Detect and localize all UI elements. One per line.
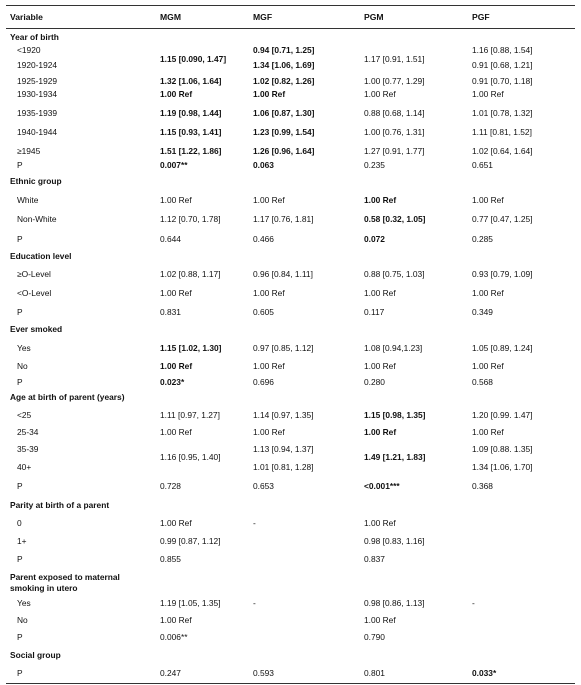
cell-mgf: 1.02 [0.82, 1.26] — [253, 76, 315, 86]
cell-mgm: 0.831 — [160, 307, 181, 317]
section-parent-exposed-line2: smoking in utero — [10, 583, 78, 593]
cell-pgm: 1.49 [1.21, 1.83] — [364, 452, 426, 462]
row-label: 1935-1939 — [17, 108, 58, 118]
cell-mgm: 1.51 [1.22, 1.86] — [160, 146, 222, 156]
table-bottom-rule — [6, 683, 575, 684]
row-label: 1920-1924 — [17, 60, 58, 70]
cell-pgf: 1.01 [0.78, 1.32] — [472, 108, 533, 118]
cell-pgf: 0.91 [0.68, 1.21] — [472, 60, 533, 70]
cell-mgm: 0.247 — [160, 668, 181, 678]
cell-pgm: 1.00 [0.76, 1.31] — [364, 127, 425, 137]
row-label: White — [17, 195, 39, 205]
row-label: 1925-1929 — [17, 76, 58, 86]
cell-pgm: 1.00 Ref — [364, 615, 396, 625]
cell-mgf: 1.14 [0.97, 1.35] — [253, 410, 314, 420]
cell-pgm: 0.117 — [364, 307, 385, 317]
cell-mgf: 1.01 [0.81, 1.28] — [253, 462, 314, 472]
cell-pgf: 0.91 [0.70, 1.18] — [472, 76, 533, 86]
cell-mgm: 1.19 [1.05, 1.35] — [160, 598, 221, 608]
cell-pgm: 0.235 — [364, 160, 385, 170]
cell-pgm: 1.00 [0.77, 1.29] — [364, 76, 425, 86]
cell-pgf: 0.651 — [472, 160, 493, 170]
cell-mgf: 1.00 Ref — [253, 195, 285, 205]
cell-pgf: 1.20 [0.99. 1.47] — [472, 410, 533, 420]
cell-pgm: 1.00 Ref — [364, 427, 397, 437]
section-parent-exposed: Parent exposed to maternal — [10, 572, 120, 582]
cell-pgm: 1.00 Ref — [364, 89, 396, 99]
cell-mgf: 0.653 — [253, 481, 274, 491]
cell-pgm: 1.00 Ref — [364, 518, 396, 528]
row-label: No — [17, 615, 28, 625]
row-label: P — [17, 554, 23, 564]
row-label: P — [17, 377, 23, 387]
cell-mgm: 0.007** — [160, 160, 188, 170]
row-label: 1930-1934 — [17, 89, 58, 99]
cell-pgm: 1.08 [0.94,1.23] — [364, 343, 423, 353]
row-label: 0 — [17, 518, 22, 528]
cell-pgf: 0.368 — [472, 481, 493, 491]
cell-pgf: 1.02 [0.64, 1.64] — [472, 146, 533, 156]
header-pgm: PGM — [364, 12, 384, 22]
cell-pgm: <0.001*** — [364, 481, 400, 491]
cell-mgm: 1.12 [0.70, 1.78] — [160, 214, 221, 224]
cell-pgm: 1.00 Ref — [364, 195, 397, 205]
cell-mgf: 0.696 — [253, 377, 274, 387]
cell-mgf: 0.97 [0.85, 1.12] — [253, 343, 314, 353]
cell-pgf: 0.349 — [472, 307, 493, 317]
cell-mgf: 1.00 Ref — [253, 361, 285, 371]
cell-mgm: 0.728 — [160, 481, 181, 491]
cell-mgm: 1.00 Ref — [160, 518, 192, 528]
cell-mgf: 0.605 — [253, 307, 274, 317]
cell-pgf: 0.568 — [472, 377, 493, 387]
cell-mgm: 1.15 [0.93, 1.41] — [160, 127, 222, 137]
cell-pgm: 0.98 [0.83, 1.16] — [364, 536, 425, 546]
table-top-rule — [6, 5, 575, 6]
cell-mgf: 0.466 — [253, 234, 274, 244]
row-label: 1940-1944 — [17, 127, 58, 137]
cell-mgf: 1.34 [1.06, 1.69] — [253, 60, 315, 70]
row-label: <O-Level — [17, 288, 52, 298]
cell-mgm: 0.855 — [160, 554, 181, 564]
row-label: ≥1945 — [17, 146, 41, 156]
cell-mgm: 1.15 [1.02, 1.30] — [160, 343, 222, 353]
cell-pgf: 1.34 [1.06, 1.70] — [472, 462, 533, 472]
cell-mgf: 1.00 Ref — [253, 89, 286, 99]
cell-mgf: - — [253, 598, 256, 608]
cell-pgf: 1.00 Ref — [472, 427, 504, 437]
cell-mgf: 0.593 — [253, 668, 274, 678]
row-label: 1+ — [17, 536, 27, 546]
cell-pgm: 0.280 — [364, 377, 385, 387]
cell-mgm: 1.19 [0.98, 1.44] — [160, 108, 222, 118]
cell-mgf: 1.00 Ref — [253, 288, 285, 298]
cell-mgm: 0.99 [0.87, 1.12] — [160, 536, 221, 546]
section-year-of-birth: Year of birth — [10, 32, 59, 42]
cell-mgf: 0.96 [0.84, 1.11] — [253, 269, 313, 279]
cell-pgm: 1.00 Ref — [364, 361, 396, 371]
cell-pgm: 0.88 [0.75, 1.03] — [364, 269, 425, 279]
cell-pgf: 0.285 — [472, 234, 493, 244]
cell-pgf: 1.00 Ref — [472, 89, 504, 99]
cell-pgf: 1.00 Ref — [472, 195, 504, 205]
header-mgm: MGM — [160, 12, 182, 22]
cell-pgf: 1.16 [0.88, 1.54] — [472, 45, 533, 55]
cell-mgf: 1.00 Ref — [253, 427, 285, 437]
cell-pgf: 1.11 [0.81, 1.52] — [472, 127, 532, 137]
cell-pgm: 0.837 — [364, 554, 385, 564]
cell-pgf: 1.05 [0.89, 1.24] — [472, 343, 533, 353]
row-label: P — [17, 481, 23, 491]
header-rule — [6, 28, 575, 29]
cell-pgm: 1.17 [0.91, 1.51] — [364, 54, 425, 64]
row-label: 35-39 — [17, 444, 39, 454]
cell-pgm: 0.072 — [364, 234, 385, 244]
cell-mgf: 0.94 [0.71, 1.25] — [253, 45, 315, 55]
row-label: P — [17, 668, 23, 678]
row-label: ≥O-Level — [17, 269, 51, 279]
cell-mgm: 1.32 [1.06, 1.64] — [160, 76, 222, 86]
cell-pgf: 0.93 [0.79, 1.09] — [472, 269, 533, 279]
cell-pgm: 0.98 [0.86, 1.13] — [364, 598, 425, 608]
header-mgf: MGF — [253, 12, 273, 22]
cell-pgf: - — [472, 598, 475, 608]
cell-mgm: 1.00 Ref — [160, 195, 192, 205]
cell-mgm: 1.00 Ref — [160, 361, 193, 371]
section-education-level: Education level — [10, 251, 72, 261]
cell-pgm: 1.00 Ref — [364, 288, 396, 298]
cell-pgf: 0.77 [0.47, 1.25] — [472, 214, 533, 224]
section-ever-smoked: Ever smoked — [10, 324, 63, 334]
cell-mgm: 1.11 [0.97, 1.27] — [160, 410, 220, 420]
row-label: Yes — [17, 598, 31, 608]
cell-mgm: 1.00 Ref — [160, 615, 192, 625]
section-age-at-birth: Age at birth of parent (years) — [10, 392, 125, 402]
row-label: <25 — [17, 410, 32, 420]
row-label: 25-34 — [17, 427, 39, 437]
cell-pgm: 0.801 — [364, 668, 385, 678]
cell-mgm: 1.02 [0.88, 1.17] — [160, 269, 221, 279]
cell-mgm: 1.00 Ref — [160, 427, 192, 437]
cell-mgm: 1.00 Ref — [160, 288, 192, 298]
header-pgf: PGF — [472, 12, 490, 22]
header-variable: Variable — [10, 12, 43, 22]
cell-pgf: 1.00 Ref — [472, 288, 504, 298]
cell-pgm: 0.88 [0.68, 1.14] — [364, 108, 425, 118]
row-label: P — [17, 234, 23, 244]
row-label: Yes — [17, 343, 31, 353]
row-label: 40+ — [17, 462, 32, 472]
cell-mgf: - — [253, 518, 256, 528]
cell-mgf: 0.063 — [253, 160, 274, 170]
section-ethnic-group: Ethnic group — [10, 176, 62, 186]
row-label: P — [17, 307, 23, 317]
row-label: <1920 — [17, 45, 41, 55]
cell-pgf: 1.00 Ref — [472, 361, 504, 371]
cell-mgf: 1.17 [0.76, 1.81] — [253, 214, 314, 224]
cell-pgm: 0.790 — [364, 632, 385, 642]
cell-mgf: 1.26 [0.96, 1.64] — [253, 146, 315, 156]
row-label: Non-White — [17, 214, 57, 224]
cell-pgf: 0.033* — [472, 668, 497, 678]
row-label: No — [17, 361, 28, 371]
cell-mgf: 1.23 [0.99, 1.54] — [253, 127, 315, 137]
cell-pgm: 1.15 [0.98, 1.35] — [364, 410, 426, 420]
section-social-group: Social group — [10, 650, 61, 660]
section-parity: Parity at birth of a parent — [10, 500, 110, 510]
cell-mgm: 0.023* — [160, 377, 185, 387]
cell-mgm: 1.16 [0.95, 1.40] — [160, 452, 221, 462]
cell-mgm: 0.644 — [160, 234, 181, 244]
cell-pgm: 0.58 [0.32, 1.05] — [364, 214, 426, 224]
cell-mgm: 1.00 Ref — [160, 89, 193, 99]
cell-pgf: 1.09 [0.88. 1.35] — [472, 444, 533, 454]
cell-mgf: 1.06 [0.87, 1.30] — [253, 108, 315, 118]
cell-pgm: 1.27 [0.91, 1.77] — [364, 146, 425, 156]
cell-mgm: 0.006** — [160, 632, 188, 642]
row-label: P — [17, 160, 23, 170]
row-label: P — [17, 632, 23, 642]
cell-mgm: 1.15 [0.090, 1.47] — [160, 54, 227, 64]
cell-mgf: 1.13 [0.94, 1.37] — [253, 444, 314, 454]
